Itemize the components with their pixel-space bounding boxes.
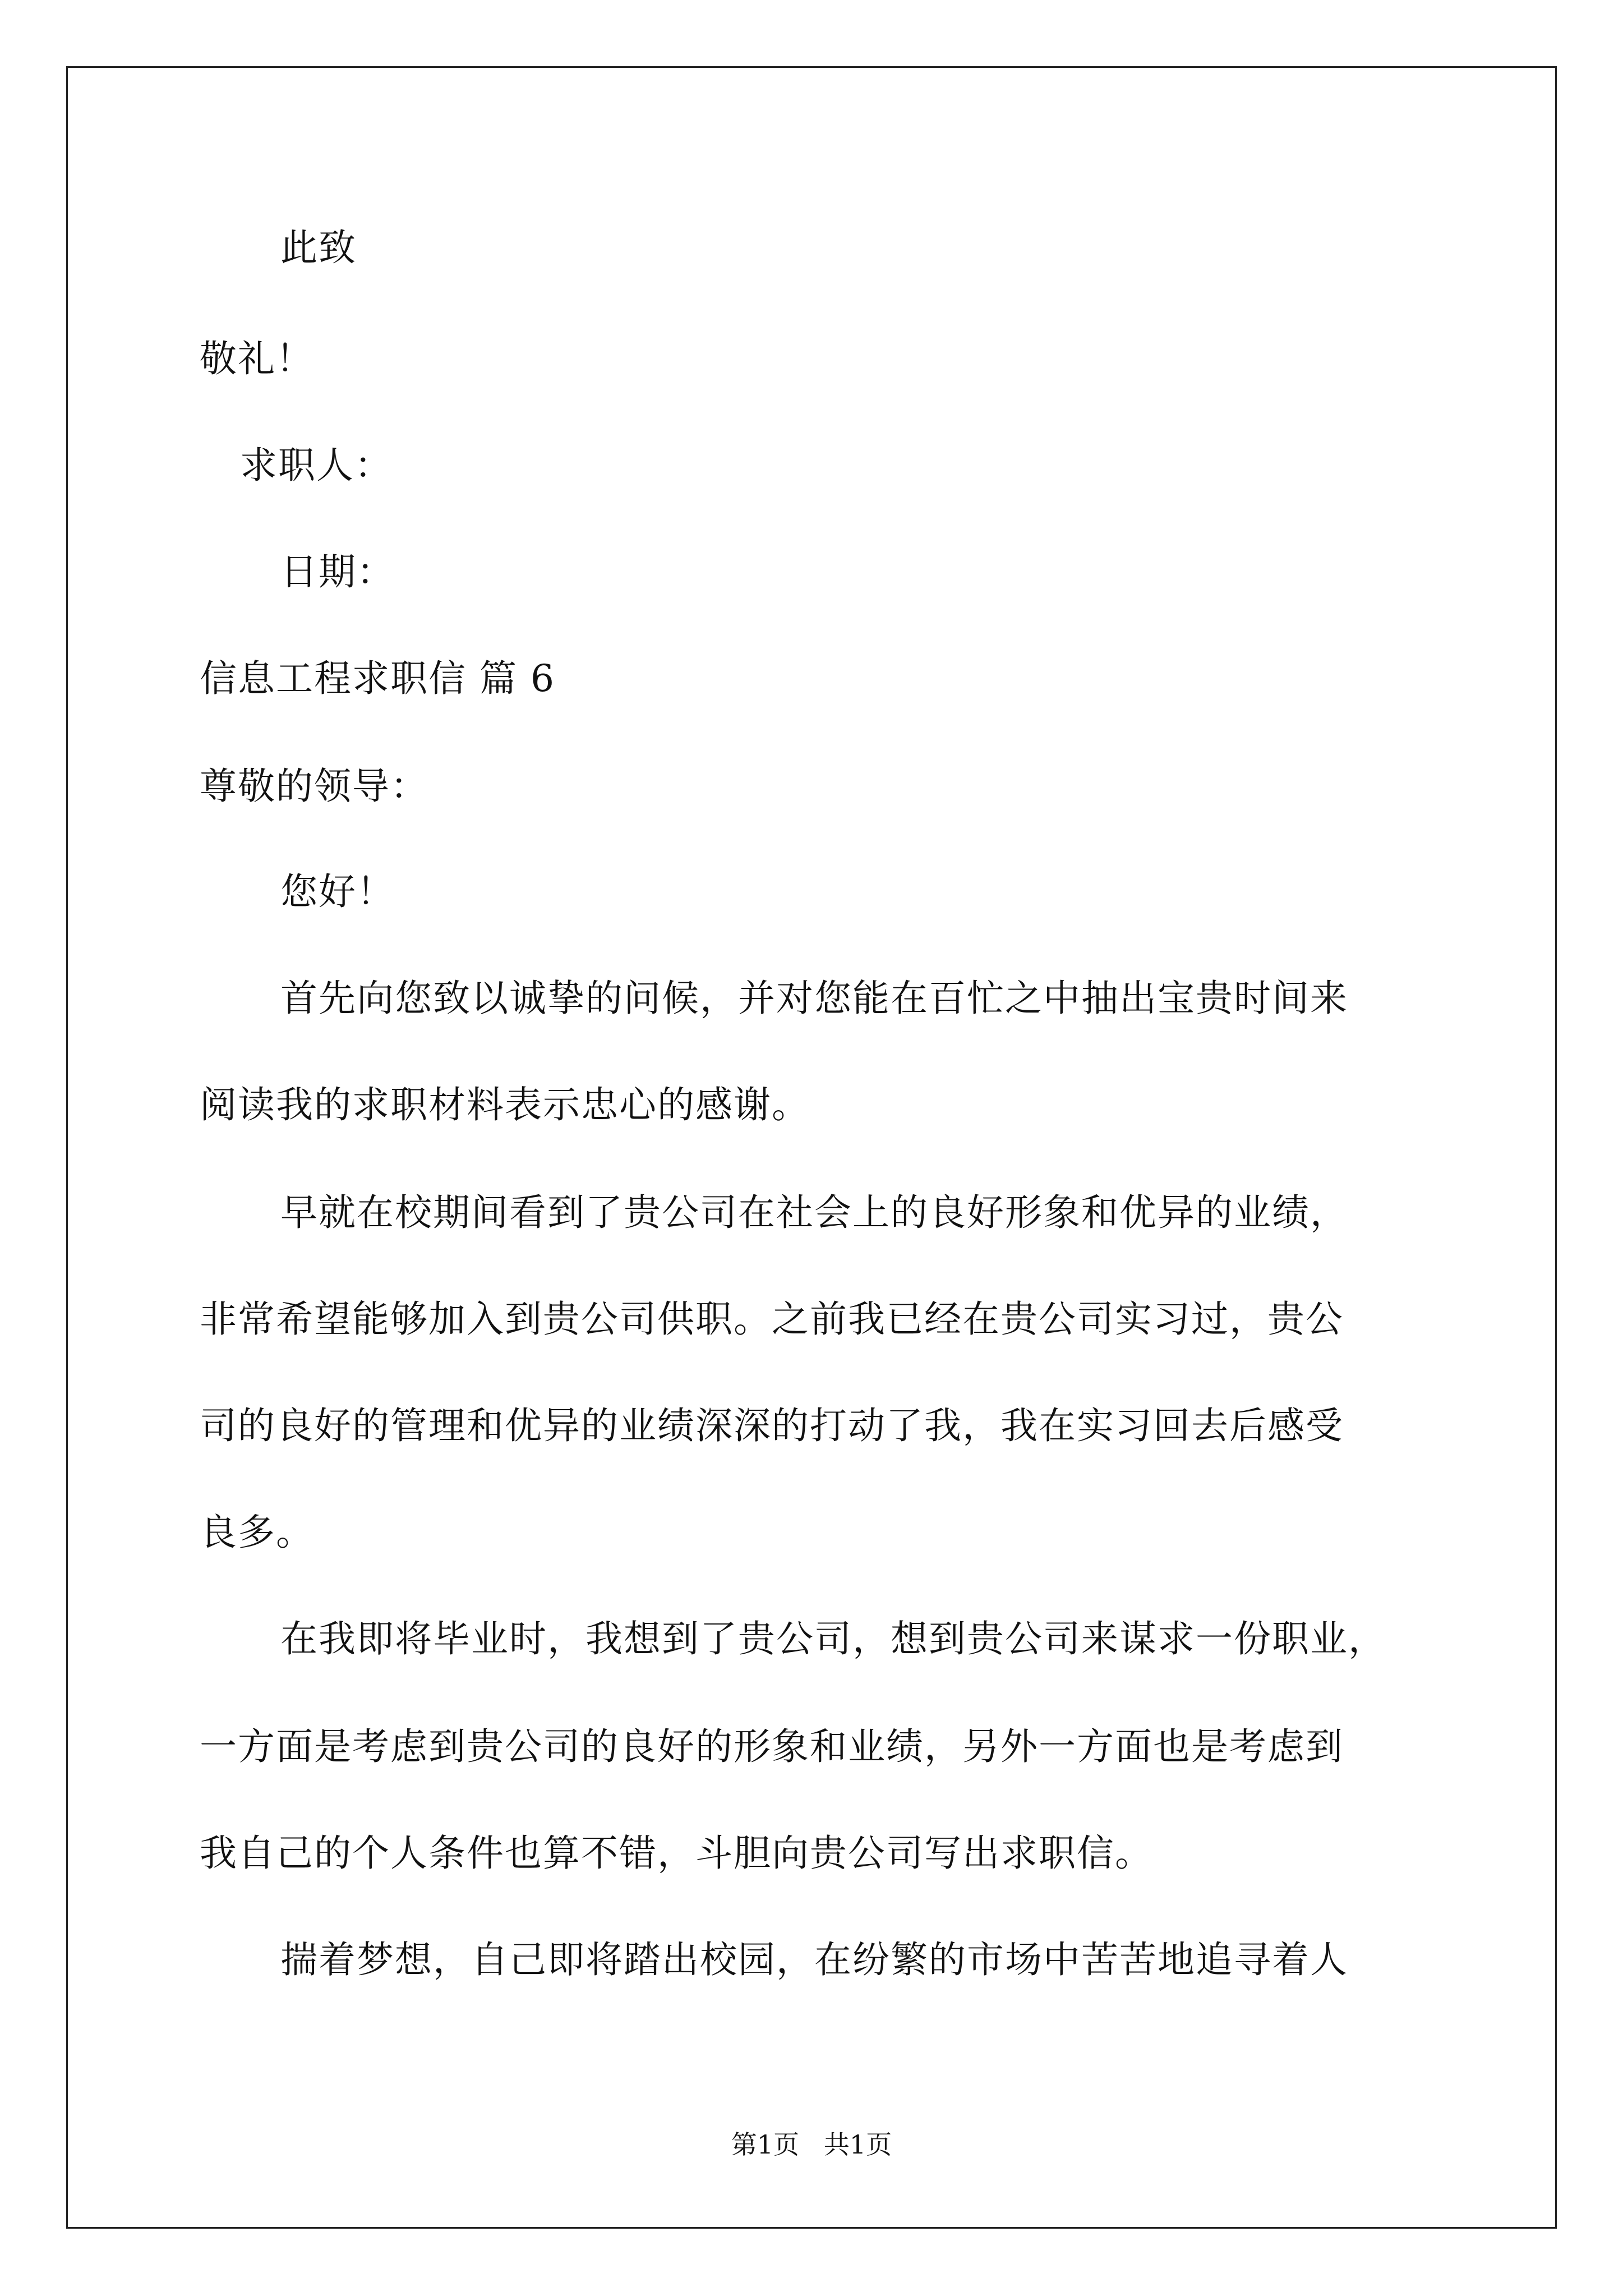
body-line: 首先向您致以诚挚的问候，并对您能在百忙之中抽出宝贵时间来 [280,977,1348,1020]
page-border [66,66,1557,2229]
body-line: 阅读我的求职材料表示忠心的感谢。 [200,1083,810,1126]
section-title: 信息工程求职信 篇 6 [200,657,555,700]
body-line: 揣着梦想，自己即将踏出校园，在纷繁的市场中苦苦地追寻着人 [280,1938,1348,1981]
body-line: 良多。 [200,1511,314,1554]
closing-line-2: 敬礼！ [200,337,314,380]
closing-line-1: 此致 [280,226,357,269]
page-footer: 第1页 共1页 [731,2129,892,2160]
body-line: 我自己的个人条件也算不错，斗胆向贵公司写出求职信。 [200,1832,1153,1875]
body-line: 司的良好的管理和优异的业绩深深的打动了我，我在实习回去后感受 [200,1404,1344,1447]
body-line: 一方面是考虑到贵公司的良好的形象和业绩，另外一方面也是考虑到 [200,1725,1344,1768]
greeting: 您好！ [280,870,395,913]
signature-line: 求职人： [240,444,393,487]
date-line: 日期： [280,550,395,593]
body-line: 早就在校期间看到了贵公司在社会上的良好形象和优异的业绩， [280,1191,1348,1234]
salutation: 尊敬的领导： [200,765,428,808]
body-line: 非常希望能够加入到贵公司供职。之前我已经在贵公司实习过，贵公 [200,1297,1344,1341]
body-line: 在我即将毕业时，我想到了贵公司，想到贵公司来谋求一份职业， [280,1617,1386,1660]
